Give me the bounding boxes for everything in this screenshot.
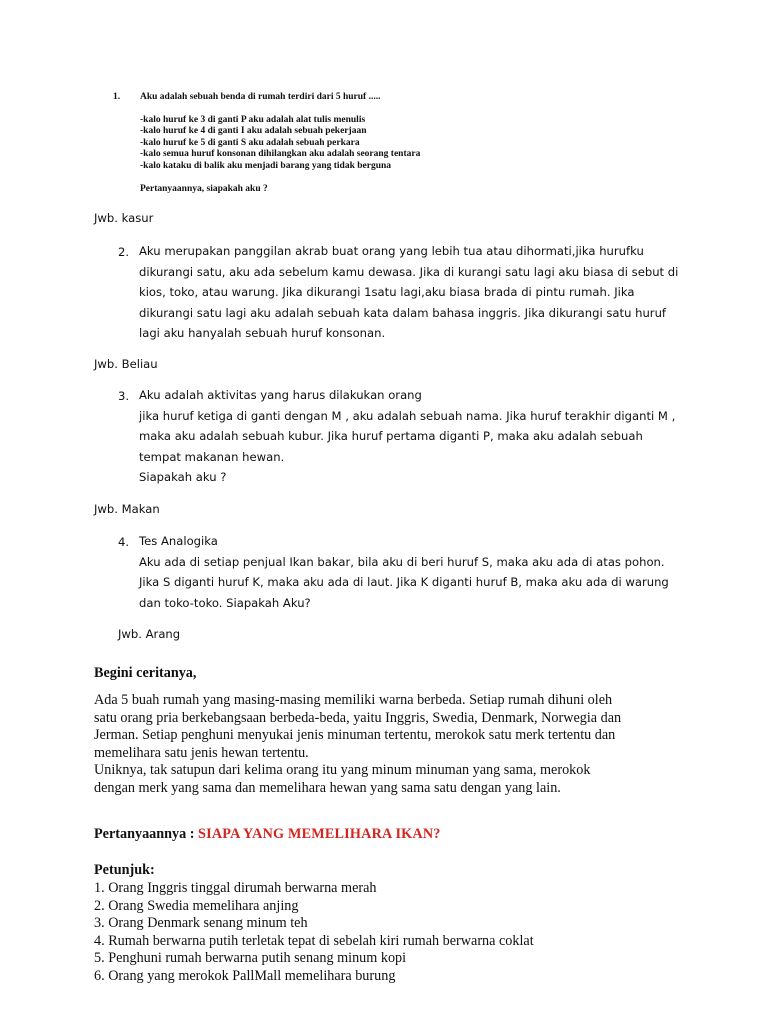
riddle-2-number: 2. — [118, 245, 130, 259]
hint-item: 6. Orang yang merokok PallMall memelihara burung — [94, 967, 396, 984]
riddle-1-title: Aku adalah sebuah benda di rumah terdiri dari 5 huruf ..... — [140, 92, 381, 102]
riddle-2-line: dikurangi satu, aku ada sebelum kamu dewasa. Jika di kurangi satu lagi aku biasa di sebut di — [139, 264, 679, 279]
hint-item: 2. Orang Swedia memelihara anjing — [94, 897, 299, 914]
story-line: Uniknya, tak satupun dari kelima orang itu yang minum minuman yang sama, merokok — [94, 762, 591, 779]
story-line: satu orang pria berkebangsaan berbeda-beda, yaitu Inggris, Swedia, Denmark, Norwegia dan — [94, 709, 622, 726]
riddle-2-answer: Jwb. Beliau — [94, 357, 158, 371]
story-line: Ada 5 buah rumah yang masing-masing memiliki warna berbeda. Setiap rumah dihuni oleh — [94, 692, 613, 708]
riddle-4-line: Jika S diganti huruf K, maka aku ada di laut. Jika K diganti huruf B, maka aku ada di warung — [139, 575, 669, 590]
riddle-1-clue: -kalo huruf ke 5 di ganti S aku adalah sebuah perkara — [140, 137, 360, 148]
story-question-label: Pertanyaannya : — [94, 826, 199, 842]
riddle-1-answer: Jwb. kasur — [94, 211, 154, 225]
riddle-3-text — [139, 385, 699, 488]
riddle-4-answer: Jwb. Arang — [118, 627, 181, 641]
riddle-2-text — [139, 241, 699, 344]
riddle-1 — [113, 92, 513, 195]
riddle-3-line: jika huruf ketiga di ganti dengan M , aku adalah sebuah nama. Jika huruf terakhir diganti M , — [139, 408, 676, 423]
riddle-2-line: lagi aku hanyalah sebuah huruf konsonan. — [139, 326, 386, 341]
story-question — [94, 826, 694, 844]
riddle-2-line: dikurangi satu lagi aku adalah sebuah kata dalam bahasa inggris. Jika dikurangi satu huruf — [139, 305, 667, 320]
riddle-2-line: Aku merupakan panggilan akrab buat orang yang lebih tua atau dihormati,jika hurufku — [139, 244, 644, 258]
story-line: memelihara satu jenis hewan tertentu. — [94, 744, 309, 761]
hint-item: 3. Orang Denmark senang minum teh — [94, 915, 308, 932]
riddle-1-number: 1. — [113, 92, 121, 102]
hint-item: 5. Penghuni rumah berwarna putih senang minum kopi — [94, 950, 407, 967]
story-paragraph — [94, 692, 694, 798]
riddle-4-line: dan toko-toko. Siapakah Aku? — [139, 595, 311, 610]
riddle-3-number: 3. — [118, 389, 130, 403]
riddle-3-line: Aku adalah aktivitas yang harus dilakukan orang — [139, 388, 422, 402]
story-line: Jerman. Setiap penghuni menyukai jenis minuman tertentu, merokok satu merk tertentu dan — [94, 727, 616, 744]
story-line: dengan merk yang sama dan memelihara hewan yang sama satu dengan yang lain. — [94, 779, 561, 796]
riddle-1-clue: -kalo huruf ke 3 di ganti P aku adalah alat tulis menulis — [140, 114, 366, 125]
riddle-1-clue: -kalo kataku di balik aku menjadi barang yang tidak berguna — [140, 160, 392, 171]
hint-item: 1. Orang Inggris tinggal dirumah berwarna merah — [94, 880, 377, 896]
riddle-2-line: kios, toko, atau warung. Jika dikurangi 1satu lagi,aku biasa brada di pintu rumah. Jika — [139, 285, 635, 300]
riddle-1-question: Pertanyaannya, siapakah aku ? — [140, 183, 268, 194]
riddle-1-clue: -kalo huruf ke 4 di ganti I aku adalah sebuah pekerjaan — [140, 126, 367, 137]
riddle-3-line: tempat makanan hewan. — [139, 449, 285, 464]
story-heading: Begini ceritanya, — [94, 665, 197, 681]
hints-list — [94, 880, 694, 986]
hints-heading: Petunjuk: — [94, 862, 155, 878]
riddle-4-text — [139, 531, 699, 613]
riddle-1-clue: -kalo semua huruf konsonan dihilangkan aku adalah seorang tentara — [140, 149, 421, 160]
riddle-4-line: Tes Analogika — [139, 534, 218, 548]
riddle-3-line: maka aku adalah sebuah kubur. Jika huruf pertama diganti P, maka aku adalah sebuah — [139, 429, 643, 444]
riddle-3-line: Siapakah aku ? — [139, 470, 227, 485]
hint-item: 4. Rumah berwarna putih terletak tepat di sebelah kiri rumah berwarna coklat — [94, 932, 534, 949]
riddle-4-number: 4. — [118, 535, 130, 549]
riddle-3-answer: Jwb. Makan — [94, 502, 160, 516]
riddle-4-line: Aku ada di setiap penjual Ikan bakar, bila aku di beri huruf S, maka aku ada di atas pohon. — [139, 554, 665, 569]
story-question-text: SIAPA YANG MEMELIHARA IKAN? — [198, 826, 441, 842]
